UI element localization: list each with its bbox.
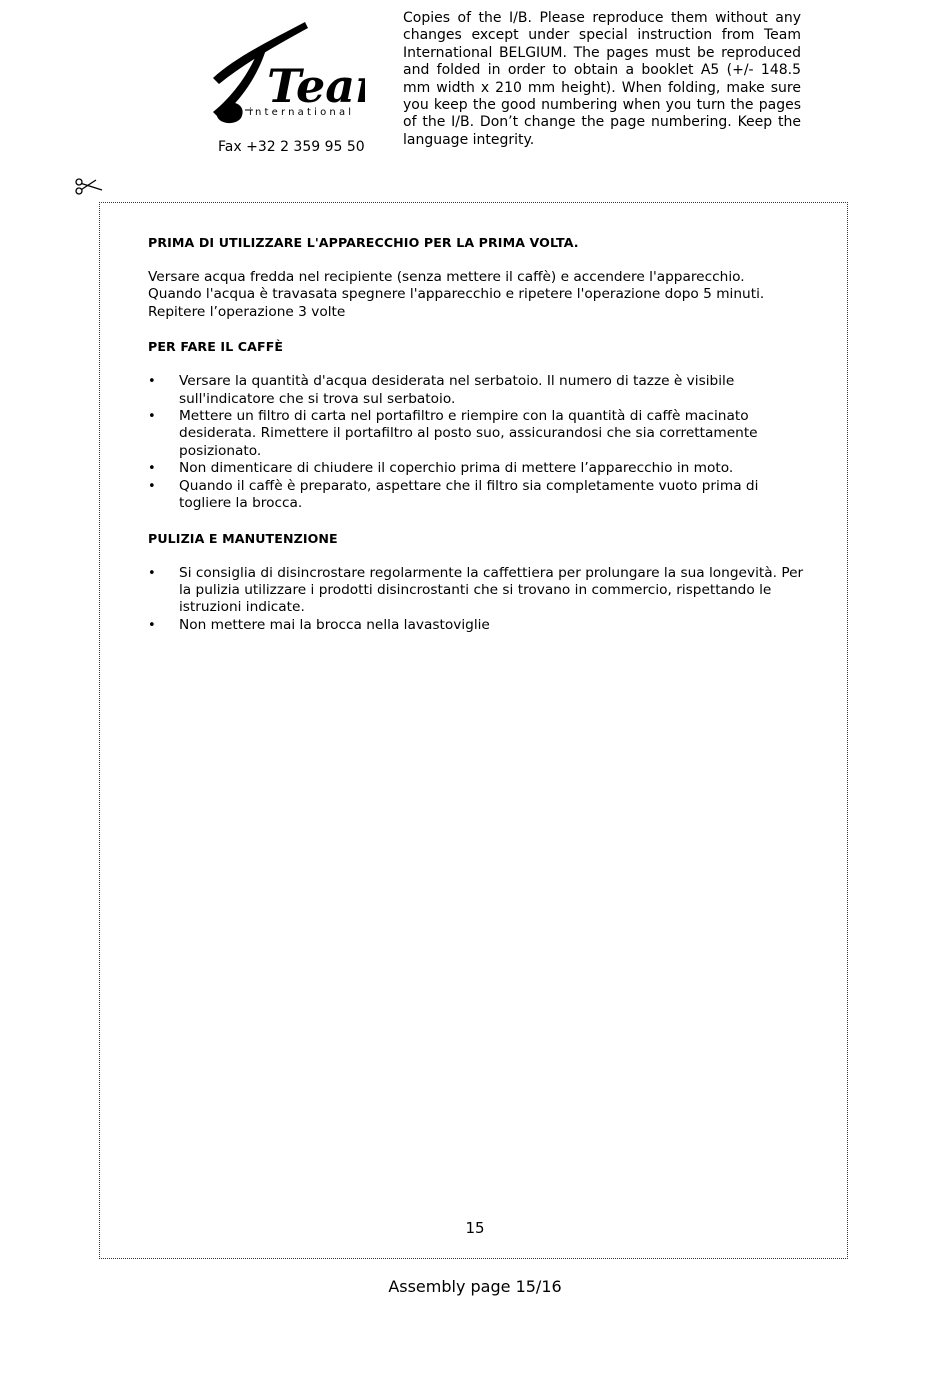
section-title-coffee: PER FARE IL CAFFÈ	[148, 339, 284, 355]
list-item: • Non mettere mai la brocca nella lavastoviglie	[148, 617, 804, 634]
fax-number: Fax +32 2 359 95 50	[218, 139, 365, 155]
first-use-line: Versare acqua fredda nel recipiente (senza mettere il caffè) e accendere l'apparecchio.	[148, 268, 745, 285]
cleaning-list	[148, 565, 804, 635]
logo-sub-text: international	[249, 107, 355, 118]
manual-content	[148, 234, 804, 652]
page-number: 15	[465, 1219, 485, 1237]
reproduction-instructions: Copies of the I/B. Please reproduce them without any changes except under special instruction from Team International BELGIUM. The pages must be reproduced and folded in order to obtain a booklet A5 (+/- 148.5 mm width x 210 mm height). When folding, make sure you keep the good numbering when you turn the pages of the I/B. Don’t change the page numbering. Keep the language integrity.	[403, 10, 801, 148]
first-use-line: Repitere l’operazione 3 volte	[148, 303, 346, 320]
logo-brand-text: Tea	[267, 59, 356, 113]
section-title-cleaning: PULIZIA E MANUTENZIONE	[148, 530, 338, 546]
list-item: • Si consiglia di disincrostare regolarmente la caffettiera per prolungare la sua longevità. Per la pulizia utilizzare i prodotti disincrostanti che si trovano in commercio, rispettando le istruzioni indicate.	[148, 565, 804, 617]
team-international-logo	[205, 8, 365, 128]
coffee-steps-list	[148, 373, 804, 512]
first-use-paragraph	[148, 269, 804, 321]
first-use-line: Quando l'acqua è travasata spegnere l'apparecchio e ripetere l'operazione dopo 5 minuti.	[148, 286, 765, 303]
list-item: • Quando il caffè è preparato, aspettare che il filtro sia completamente vuoto prima di togliere la brocca.	[148, 478, 804, 513]
list-item: • Versare la quantità d'acqua desiderata nel serbatoio. Il numero di tazze è visibile sull'indicatore che si trova sul serbatoio.	[148, 373, 804, 408]
section-title-first-use: PRIMA DI UTILIZZARE L'APPARECCHIO PER LA PRIMA VOLTA.	[148, 235, 579, 250]
list-item: • Mettere un filtro di carta nel portafiltro e riempire con la quantità di caffè macinato desiderata. Rimettere il portafiltro al posto suo, assicurandosi che sia correttamente posizionato.	[148, 408, 804, 460]
assembly-page-label: Assembly page 15/16	[388, 1277, 562, 1296]
scissors-icon	[74, 176, 104, 198]
list-item: • Non dimenticare di chiudere il coperchio prima di mettere l’apparecchio in moto.	[148, 460, 804, 477]
